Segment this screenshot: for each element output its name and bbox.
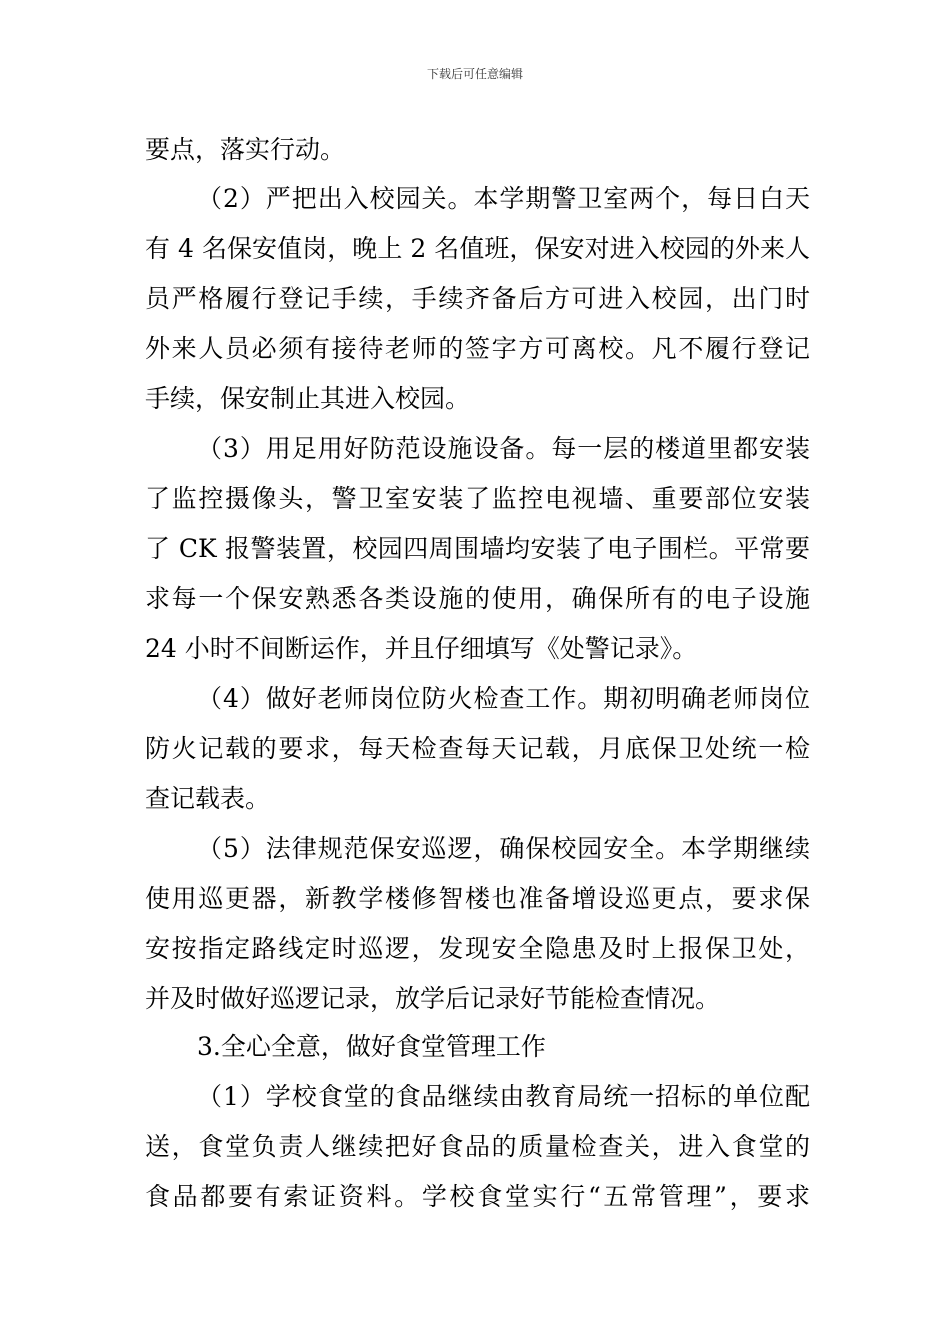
text-line: 防火记载的要求，每天检查每天记载，月底保卫处统一检 [145,734,810,763]
text-line: 食品都要有索证资料。学校食堂实行“五常管理”，要求 [145,1182,810,1211]
section-heading: 3.全心全意，做好食堂管理工作 [197,1032,546,1061]
text-line: 求每一个保安熟悉各类设施的使用，确保所有的电子设施 [145,584,810,613]
text-line: 了 CK 报警装置，校园四周围墙均安装了电子围栏。平常要 [145,534,810,563]
text-line: （4）做好老师岗位防火检查工作。期初明确老师岗位 [197,684,810,713]
text-line: （1）学校食堂的食品继续由教育局统一招标的单位配 [197,1082,810,1111]
text-line: 并及时做好巡逻记录，放学后记录好节能检查情况。 [145,984,721,1013]
text-line: 了监控摄像头，警卫室安装了监控电视墙、重要部位安装 [145,484,810,513]
text-line: 使用巡更器，新教学楼修智楼也准备增设巡更点，要求保 [145,884,810,913]
text-line: （2）严把出入校园关。本学期警卫室两个，每日白天 [197,184,810,213]
text-line: 有 4 名保安值岗，晚上 2 名值班，保安对进入校园的外来人 [145,234,810,263]
text-line: 外来人员必须有接待老师的签字方可离校。凡不履行登记 [145,334,810,363]
text-line: 手续，保安制止其进入校园。 [145,384,471,413]
text-line: 查记载表。 [145,784,271,813]
page-header-note: 下载后可任意编辑 [426,67,523,81]
text-line: 要点，落实行动。 [145,135,346,164]
text-line: 安按指定路线定时巡逻，发现安全隐患及时上报保卫处， [145,934,810,963]
text-line: （3）用足用好防范设施设备。每一层的楼道里都安装 [197,434,810,463]
text-line: 员严格履行登记手续，手续齐备后方可进入校园，出门时 [145,284,810,313]
text-line: 24 小时不间断运作，并且仔细填写《处警记录》。 [145,634,698,663]
text-line: 送，食堂负责人继续把好食品的质量检查关，进入食堂的 [145,1132,810,1161]
text-line: （5）法律规范保安巡逻，确保校园安全。本学期继续 [197,834,810,863]
